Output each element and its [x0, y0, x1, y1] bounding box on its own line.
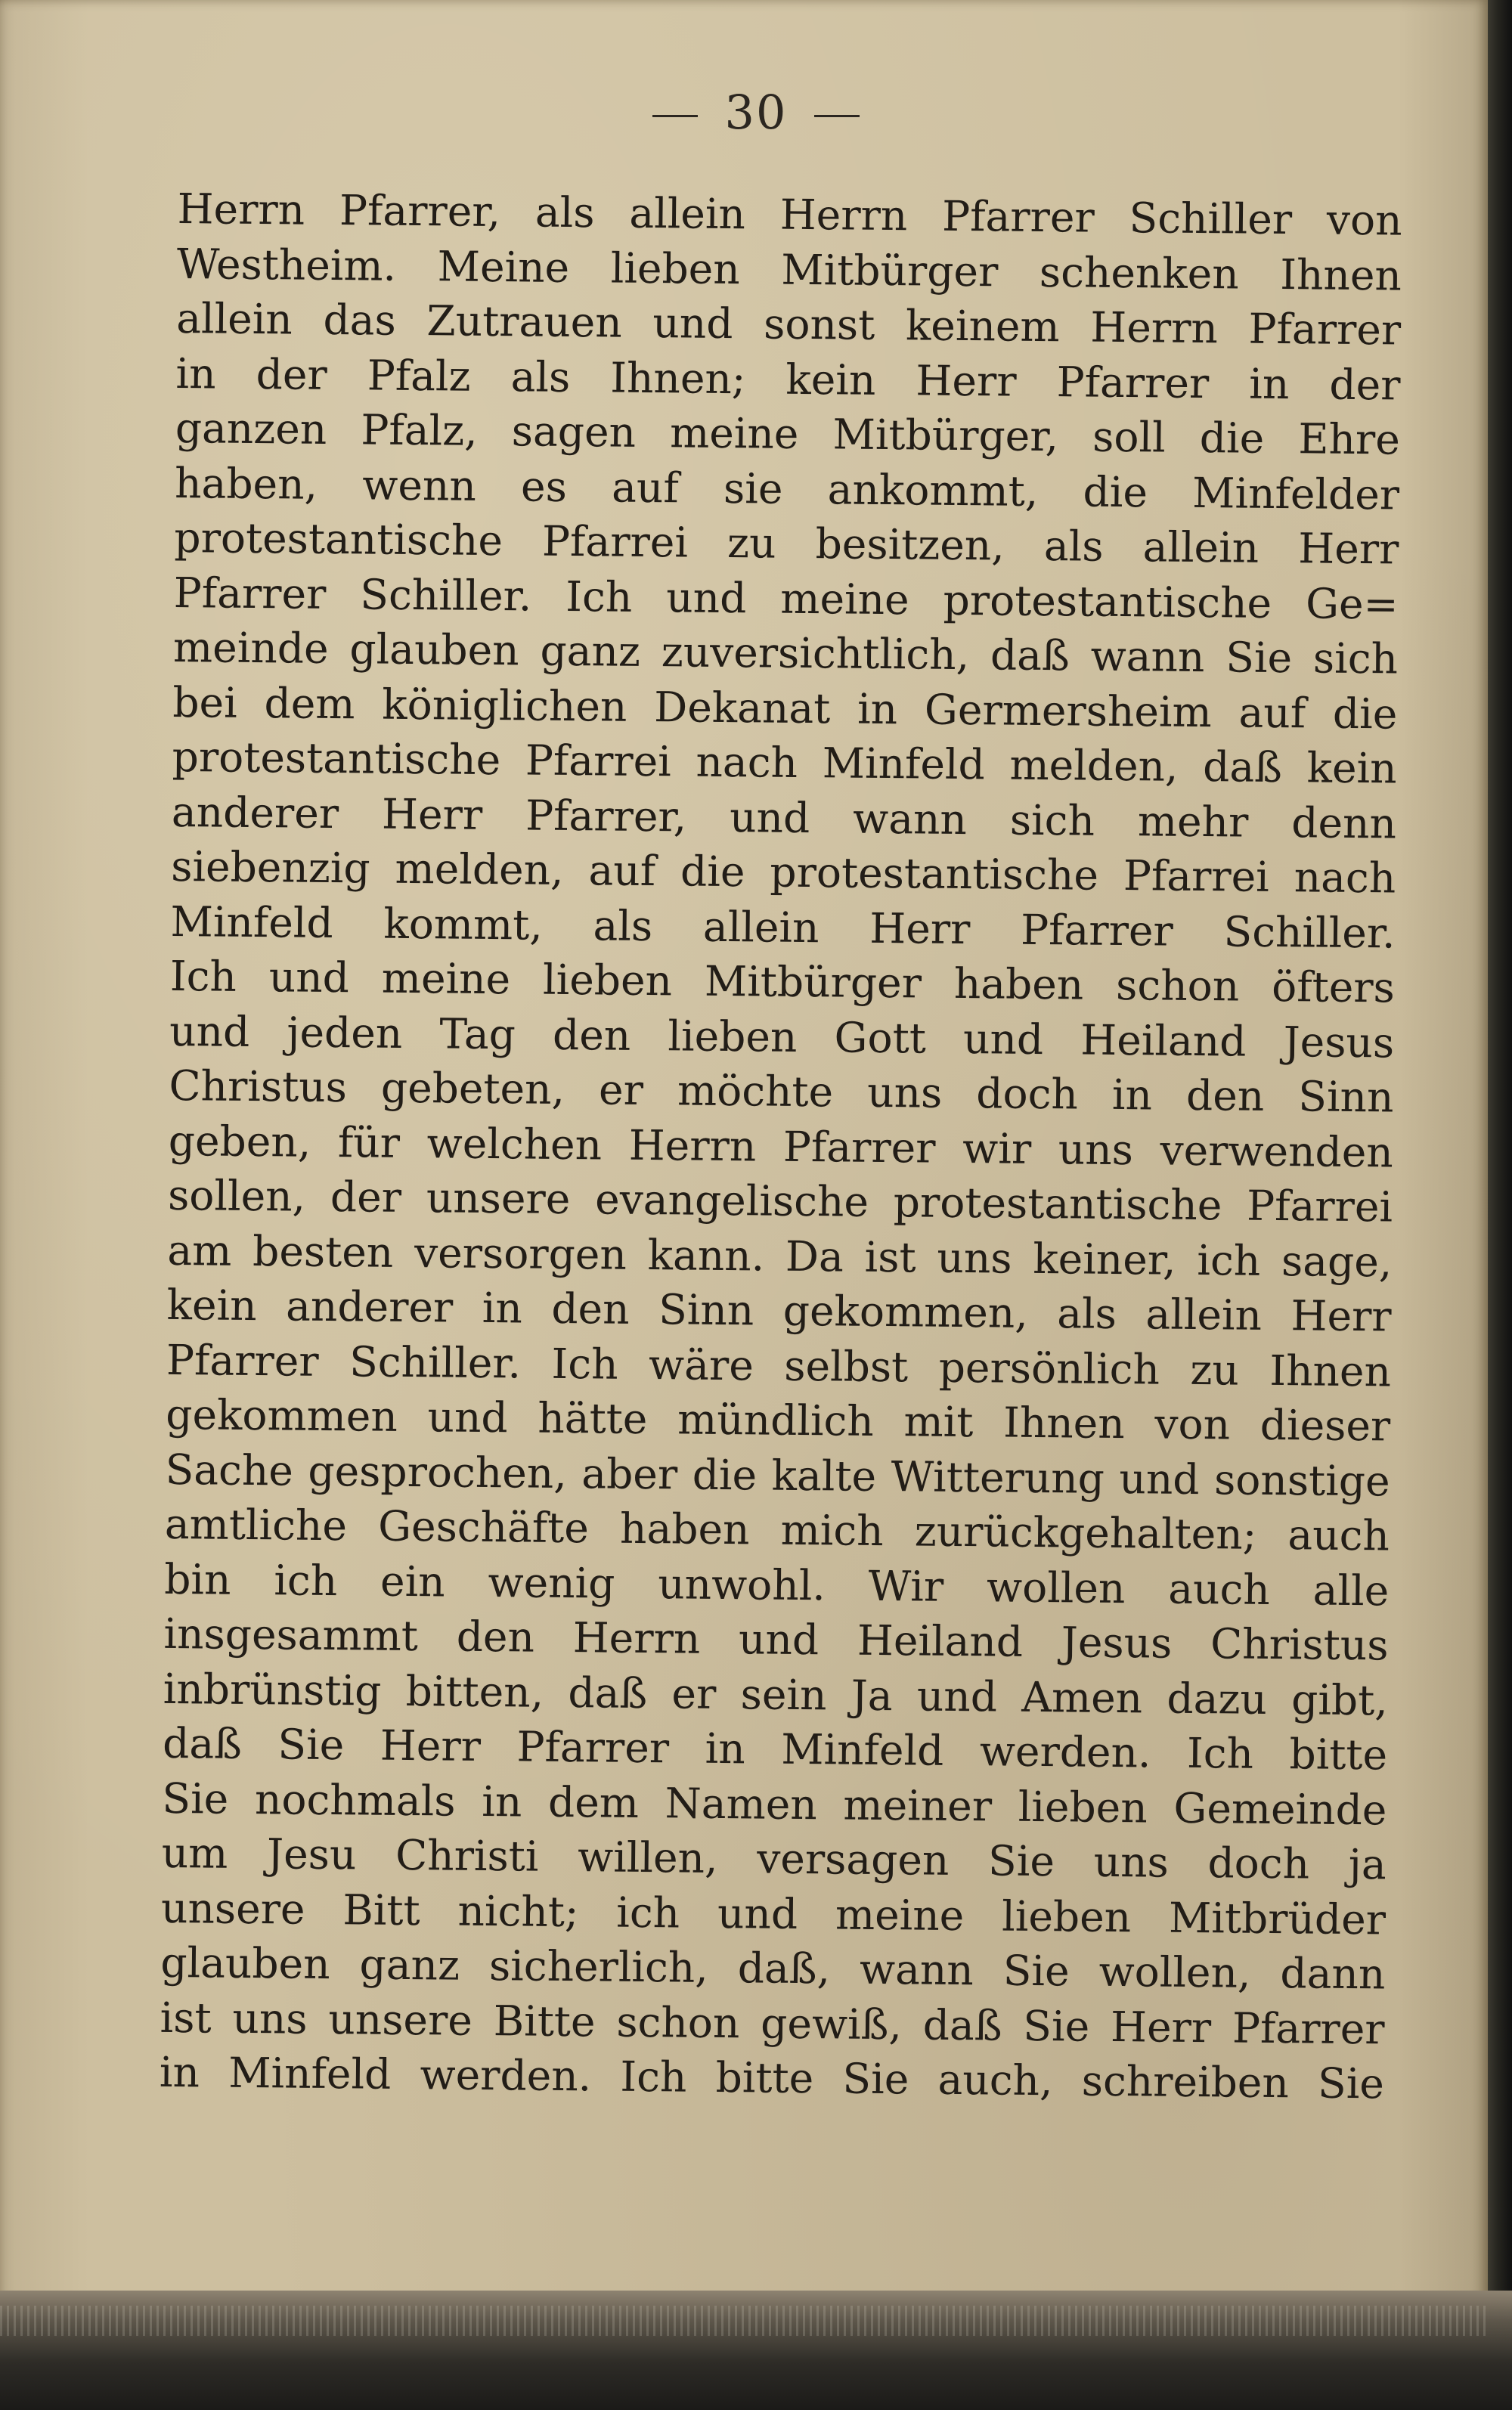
text-line: in der Pfalz als Ihnen; kein Herr Pfarrer in der [175, 348, 1401, 410]
text-line: inbrünstig bitten, daß er sein Ja und Amen dazu gibt, [163, 1664, 1389, 1724]
text-line: protestantische Pfarrei nach Minfeld melden, daß kein [172, 732, 1397, 793]
text-line: bei dem königlichen Dekanat in Germersheim auf die [172, 677, 1398, 739]
text-line: insgesammt den Herrn und Heiland Jesus Christus [163, 1609, 1389, 1670]
text-line: Christus gebeten, er möchte uns doch in den Sinn [169, 1061, 1394, 1122]
text-line: haben, wenn es auf sie ankommt, die Minfelder [174, 458, 1400, 519]
text-line: daß Sie Herr Pfarrer in Minfeld werden. Ich bitte [162, 1718, 1388, 1780]
page-number-left-dash [652, 115, 698, 117]
text-line: am besten versorgen kann. Da ist uns keiner, ich sage, [167, 1225, 1393, 1286]
text-line: bin ich ein wenig unwohl. Wir wollen auch alle [163, 1554, 1390, 1615]
text-line: Pfarrer Schiller. Ich und meine protestantische Ge= [173, 568, 1399, 629]
page-number: 30 [724, 85, 788, 140]
text-line: meinde glauben ganz zuversichtlich, daß wann Sie sich [172, 622, 1399, 683]
text-line: kein anderer in den Sinn gekommen, als allein Herr [166, 1280, 1392, 1341]
text-line: sollen, der unsere evangelische protestantische Pfarrei [167, 1170, 1393, 1231]
text-line: siebenzig melden, auf die protestantische Pfarrei nach [170, 841, 1396, 903]
body-text [160, 181, 1402, 2111]
text-line: geben, für welchen Herrn Pfarrer wir uns verwenden [168, 1116, 1394, 1176]
text-line: Ich und meine lieben Mitbürger haben schon öfters [169, 951, 1396, 1012]
page-fray-texture [0, 2306, 1488, 2336]
text-line: glauben ganz sicherlich, daß, wann Sie wollen, dann [160, 1938, 1386, 1999]
text-line: Sache gesprochen, aber die kalte Witterung und sonstige [165, 1445, 1390, 1505]
text-line: Minfeld kommt, als allein Herr Pfarrer Schiller. [170, 897, 1396, 958]
text-line: gekommen und hätte mündlich mit Ihnen von dieser [166, 1389, 1391, 1451]
text-line: ganzen Pfalz, sagen meine Mitbürger, soll die Ehre [175, 403, 1401, 464]
page-number-right-dash [814, 115, 860, 117]
text-line: ist uns unsere Bitte schon gewiß, daß Sie Herr Pfarrer [160, 1993, 1385, 2053]
text-line: und jeden Tag den lieben Gott und Heiland Jesus [169, 1006, 1395, 1067]
text-line: amtliche Geschäfte haben mich zurückgehalten; auch [164, 1499, 1390, 1560]
text-line: Pfarrer Schiller. Ich wäre selbst persönlich zu Ihnen [166, 1335, 1392, 1396]
text-line: allein das Zutrauen und sonst keinem Herrn Pfarrer [175, 293, 1402, 355]
text-line: anderer Herr Pfarrer, und wann sich mehr denn [171, 787, 1397, 848]
page-number-header [0, 85, 1512, 140]
text-line: um Jesu Christi willen, versagen Sie uns doch ja [161, 1828, 1387, 1889]
text-line: unsere Bitt nicht; ich und meine lieben Mitbrüder [160, 1883, 1387, 1944]
text-line: in Minfeld werden. Ich bitte Sie auch, schreiben Sie [159, 2047, 1385, 2108]
text-line: Westheim. Meine lieben Mitbürger schenken Ihnen [176, 239, 1402, 300]
text-line: Sie nochmals in dem Namen meiner lieben Gemeinde [162, 1773, 1387, 1834]
text-line: protestantische Pfarrei zu besitzen, als allein Herr [174, 513, 1399, 574]
text-line: Herrn Pfarrer, als allein Herrn Pfarrer Schiller von [177, 184, 1402, 245]
book-spine-edge [1488, 0, 1512, 2313]
